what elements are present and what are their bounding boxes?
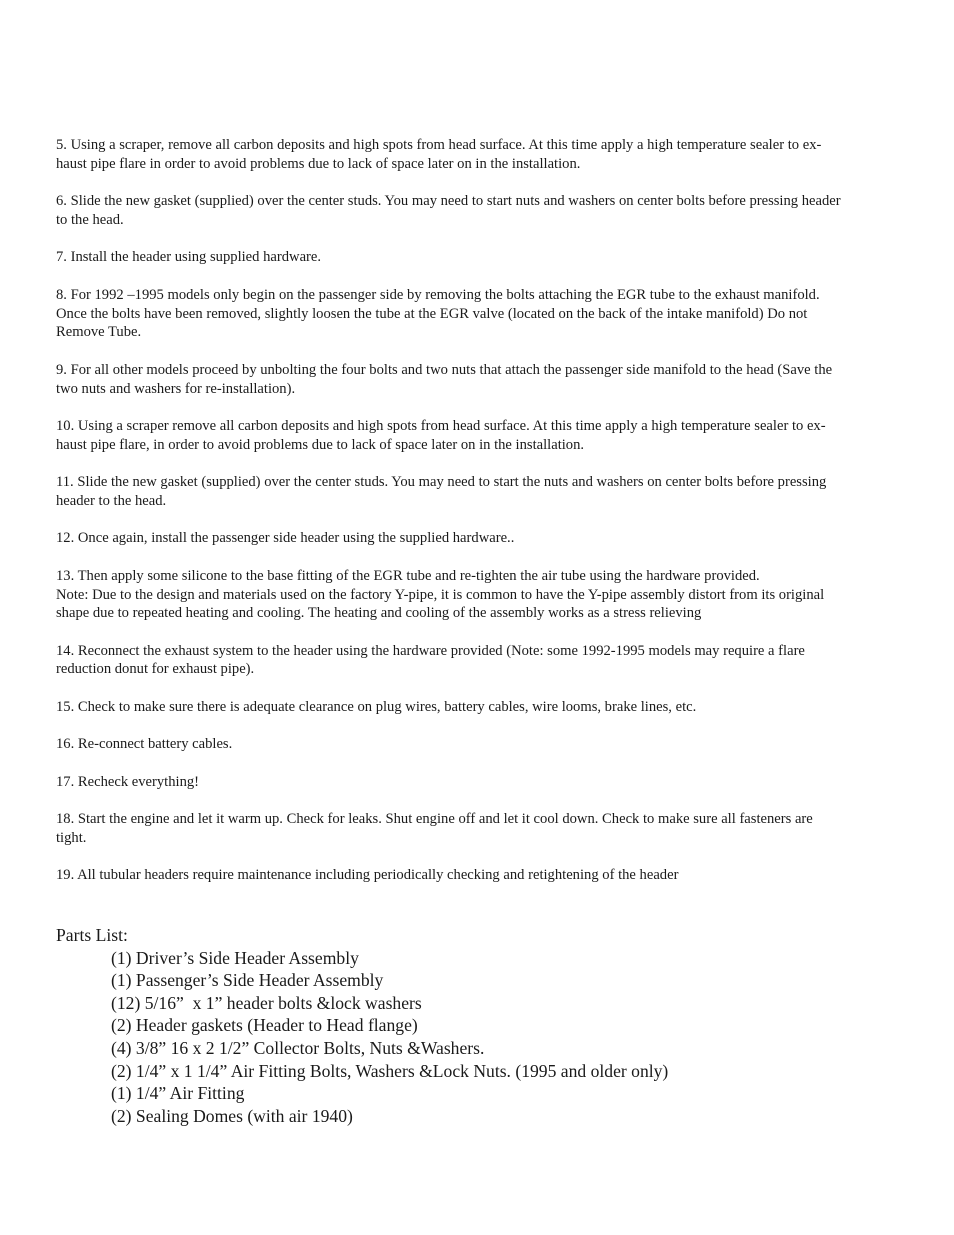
instruction-step-11: 11. Slide the new gasket (supplied) over the center studs. You may need to start the nuts and washers on center bolts before pressing header to the head. (56, 474, 827, 509)
parts-list-title: Parts List: (56, 925, 128, 946)
instruction-steps (56, 136, 898, 885)
instruction-step-7: 7. Install the header using supplied hardware. (56, 249, 322, 266)
parts-list-item: (12) 5/16” x 1” header bolts &lock washers (111, 992, 422, 1013)
instruction-step-9: 9. For all other models proceed by unbolting the four bolts and two nuts that attach the passenger side manifold to the head (Save the two nuts and washers for re-installation). (56, 361, 833, 397)
instruction-step-14: 14. Reconnect the exhaust system to the header using the hardware provided (Note: some 1992-1995 models may require a flare reduction donut for exhaust pipe). (56, 642, 805, 678)
parts-list (56, 947, 898, 1128)
instruction-step-5: 5. Using a scraper, remove all carbon deposits and high spots from head surface. At this time apply a high temperature sealer to ex- haust pipe flare in order to avoid problems due to lack of space later on in the installation. (56, 137, 822, 172)
instruction-step-12: 12. Once again, install the passenger side header using the supplied hardware.. (56, 530, 515, 547)
instruction-step-6: 6. Slide the new gasket (supplied) over the center studs. You may need to start nuts and washers on center bolts before pressing header to the head. (56, 193, 841, 228)
instruction-step-16: 16. Re-connect battery cables. (56, 736, 233, 753)
instruction-step-15: 15. Check to make sure there is adequate clearance on plug wires, battery cables, wire looms, brake lines, etc. (56, 698, 697, 715)
instruction-step-8: 8. For 1992 –1995 models only begin on the passenger side by removing the bolts attaching the EGR tube to the exhaust manifold. Once the bolts have been removed, slightly loosen the tube at the EGR valve (located on the back of the intake manifold) Do not Remove Tube. (56, 286, 820, 341)
parts-list-item: (4) 3/8” 16 x 2 1/2” Collector Bolts, Nuts &Washers. (111, 1038, 485, 1058)
parts-list-item: (1) Driver’s Side Header Assembly (111, 947, 359, 968)
instruction-step-17: 17. Recheck everything! (56, 773, 200, 790)
parts-list-section (56, 924, 898, 1127)
instruction-step-10: 10. Using a scraper remove all carbon deposits and high spots from head surface. At this time apply a high temperature sealer to ex- haust pipe flare, in order to avoid problems due to lack of space later on in the installation. (56, 417, 826, 453)
parts-list-item: (1) 1/4” Air Fitting (111, 1083, 245, 1104)
parts-list-item: (1) Passenger’s Side Header Assembly (111, 970, 384, 991)
instruction-step-19: 19. All tubular headers require maintenance including periodically checking and retightening of the header (56, 867, 679, 884)
parts-list-item: (2) Header gaskets (Header to Head flange) (111, 1015, 418, 1036)
instruction-step-13: 13. Then apply some silicone to the base fitting of the EGR tube and re-tighten the air tube using the hardware provided. Note: Due to the design and materials used on the factory Y-pipe, it is common to have the Y-pipe assembly distort from its original shape due to repeated heating and cooling. The heating and cooling of the assembly works as a stress relieving (56, 567, 825, 622)
parts-list-item: (2) 1/4” x 1 1/4” Air Fitting Bolts, Washers &Lock Nuts. (1995 and older only) (111, 1060, 669, 1081)
instruction-step-18: 18. Start the engine and let it warm up. Check for leaks. Shut engine off and let it cool down. Check to make sure all fasteners are tight. (56, 811, 813, 846)
document-page (56, 136, 898, 1127)
parts-list-item: (2) Sealing Domes (with air 1940) (111, 1105, 353, 1126)
